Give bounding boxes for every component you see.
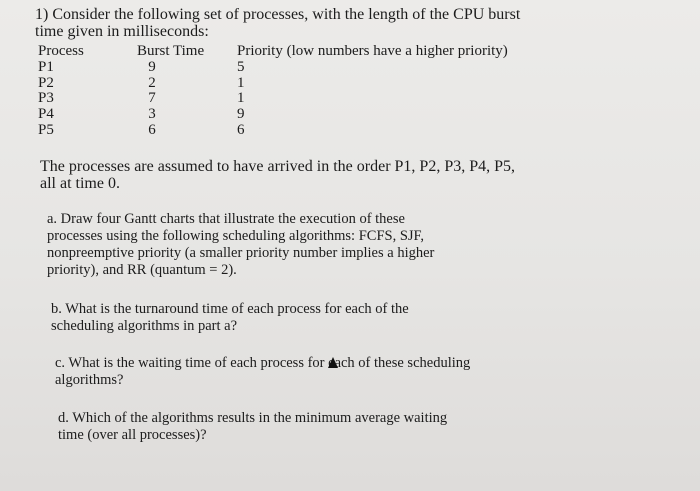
- priority-value: 9: [237, 106, 245, 123]
- part-a-line-2: processes using the following scheduling algorithms: FCFS, SJF,: [47, 228, 425, 244]
- header-process: Process: [38, 43, 84, 59]
- intro-line-1: 1) Consider the following set of processes, with the length of the CPU burst: [35, 6, 521, 23]
- priority-value: 5: [237, 58, 245, 75]
- burst-time: 6: [148, 121, 156, 138]
- burst-time: 3: [148, 106, 156, 123]
- burst-time: 9: [148, 58, 156, 75]
- priority-value: 6: [237, 121, 245, 138]
- burst-time: 7: [148, 90, 156, 107]
- part-a-line-3: nonpreemptive priority (a smaller priority number implies a higher: [47, 245, 435, 261]
- part-a-line-1: a. Draw four Gantt charts that illustrate the execution of these: [47, 211, 405, 227]
- arrival-line-1: The processes are assumed to have arrived in the order P1, P2, P3, P4, P5,: [40, 158, 516, 175]
- part-d-line-2: time (over all processes)?: [58, 427, 207, 443]
- arrival-line-2: all at time 0.: [40, 175, 120, 192]
- process-name: P5: [38, 121, 54, 138]
- part-b-line-1: b. What is the turnaround time of each process for each of the: [51, 301, 409, 317]
- mouse-cursor-icon: [328, 357, 338, 368]
- process-name: P4: [38, 106, 54, 123]
- part-a-line-4: priority), and RR (quantum = 2).: [47, 262, 237, 278]
- header-burst: Burst Time: [137, 43, 205, 59]
- process-name: P3: [38, 90, 54, 107]
- process-name: P2: [38, 74, 54, 91]
- part-b-line-2: scheduling algorithms in part a?: [51, 318, 238, 334]
- burst-time: 2: [148, 74, 156, 91]
- header-priority: Priority (low numbers have a higher priority): [237, 43, 508, 59]
- intro-line-2: time given in milliseconds:: [35, 23, 209, 40]
- priority-value: 1: [237, 74, 245, 91]
- part-d-line-1: d. Which of the algorithms results in the minimum average waiting: [58, 410, 448, 426]
- process-name: P1: [38, 58, 54, 75]
- part-c-line-1: c. What is the waiting time of each process for each of these scheduling: [55, 355, 471, 371]
- priority-value: 1: [237, 90, 245, 107]
- part-c-line-2: algorithms?: [55, 372, 124, 388]
